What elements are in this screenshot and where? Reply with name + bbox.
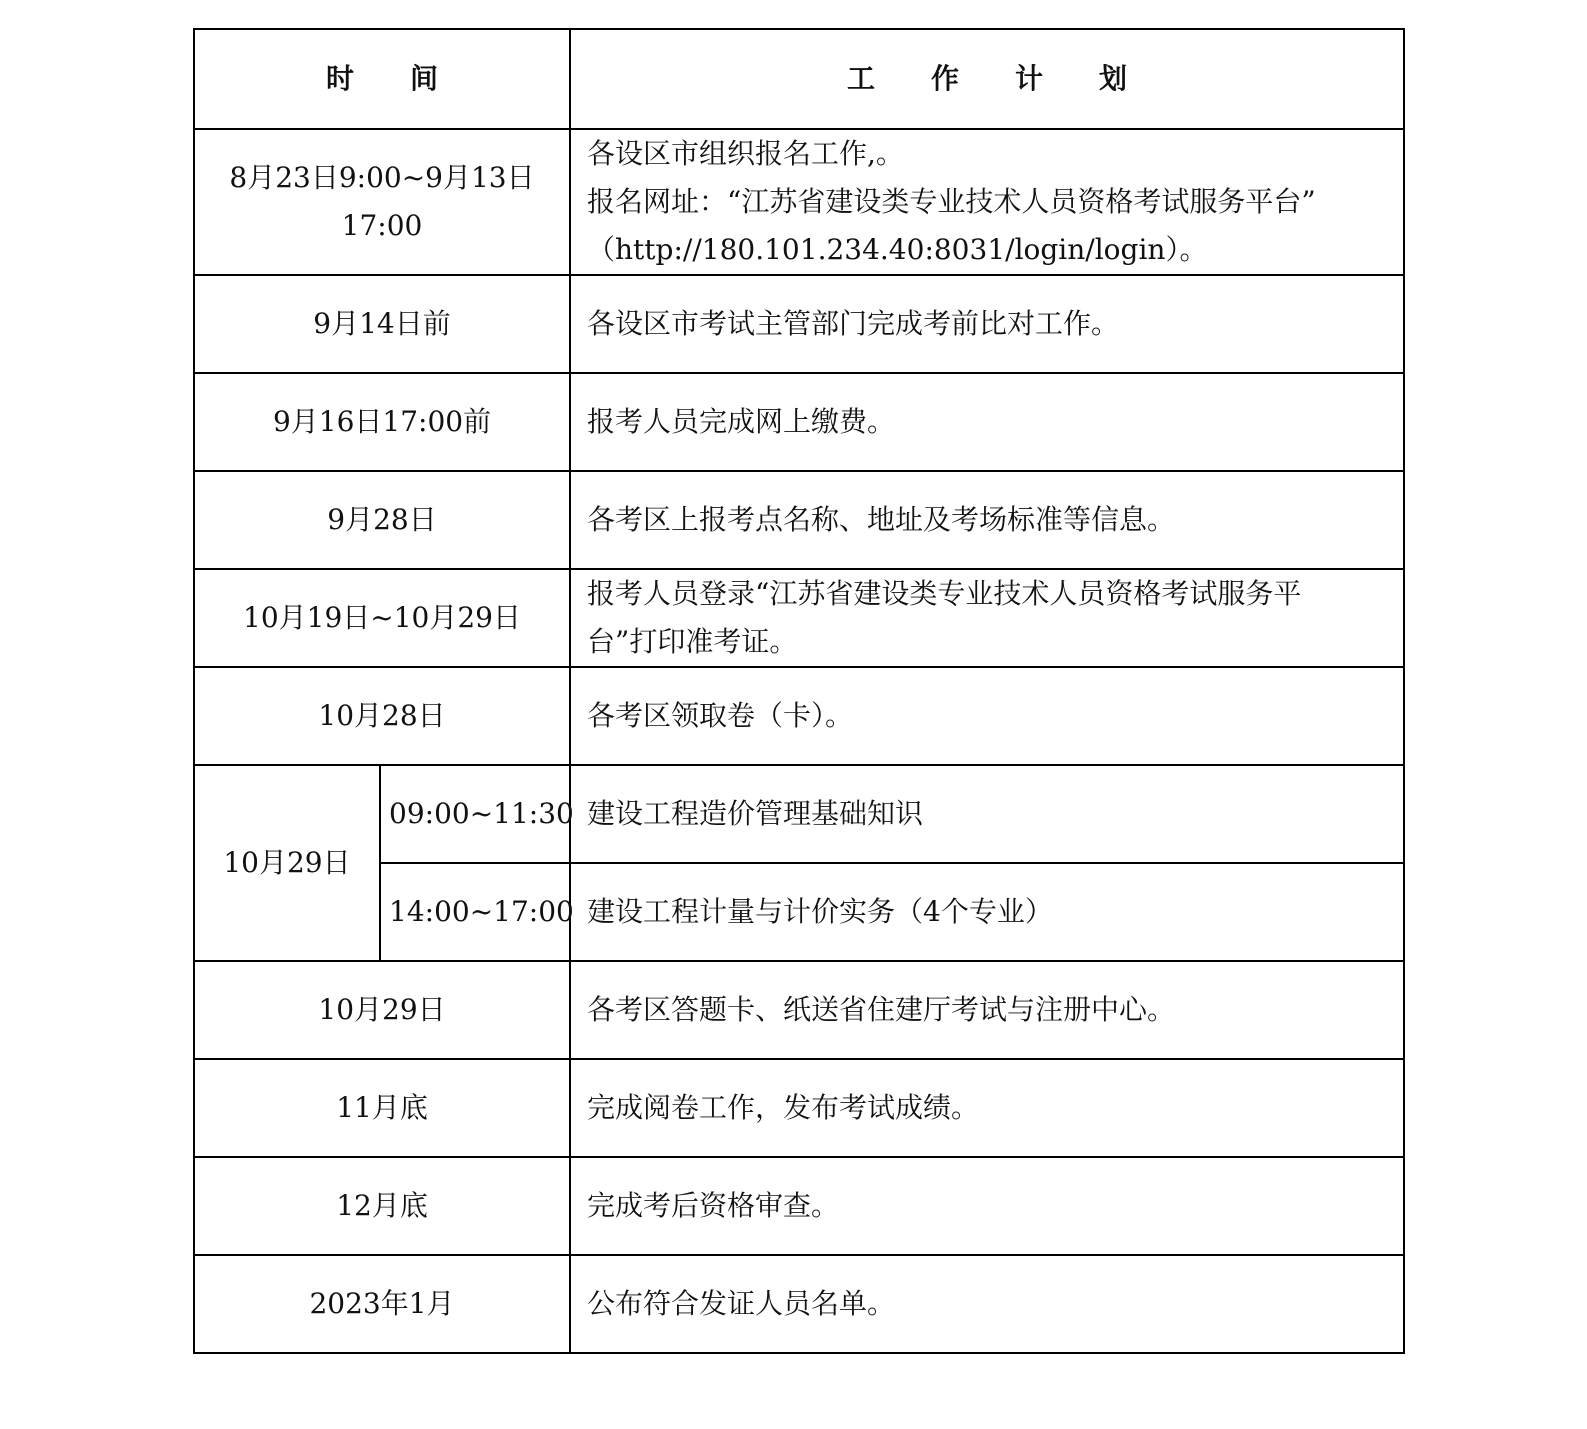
time-cell: 10月28日 <box>194 667 570 765</box>
plan-cell: 各考区领取卷（卡）。 <box>570 667 1404 765</box>
table-row <box>194 129 1404 275</box>
time-cell: 11月底 <box>194 1059 570 1157</box>
time-cell: 10月29日 <box>194 961 570 1059</box>
time-line: 8月23日9:00~9月13日 <box>229 161 535 194</box>
table-row <box>194 275 1404 373</box>
plan-cell: 建设工程计量与计价实务（4个专业） <box>570 863 1404 961</box>
table-header-row <box>194 29 1404 129</box>
table-row <box>194 765 1404 863</box>
table-row <box>194 1059 1404 1157</box>
time-cell: 10月29日 <box>194 765 380 961</box>
plan-cell: 完成考后资格审查。 <box>570 1157 1404 1255</box>
plan-cell: 建设工程造价管理基础知识 <box>570 765 1404 863</box>
session-slot: 14:00~17:00 <box>380 863 570 961</box>
table-row <box>194 961 1404 1059</box>
time-cell: 10月19日~10月29日 <box>194 569 570 667</box>
table-row <box>194 471 1404 569</box>
table-row <box>194 667 1404 765</box>
plan-line: 各设区市组织报名工作,。 <box>587 137 904 170</box>
table-row <box>194 373 1404 471</box>
header-plan: 工 作 计 划 <box>570 29 1404 129</box>
plan-cell: 完成阅卷工作，发布考试成绩。 <box>570 1059 1404 1157</box>
table-row <box>194 569 1404 667</box>
plan-cell: 各设区市考试主管部门完成考前比对工作。 <box>570 275 1404 373</box>
session-slot: 09:00~11:30 <box>380 765 570 863</box>
plan-cell: 各考区上报考点名称、地址及考场标准等信息。 <box>570 471 1404 569</box>
plan-cell: 报考人员完成网上缴费。 <box>570 373 1404 471</box>
table-row <box>194 1255 1404 1353</box>
time-cell: 9月16日17:00前 <box>194 373 570 471</box>
time-cell: 9月14日前 <box>194 275 570 373</box>
plan-line: （http://180.101.234.40:8031/login/login）。 <box>587 233 1208 266</box>
time-cell: 12月底 <box>194 1157 570 1255</box>
time-cell: 2023年1月 <box>194 1255 570 1353</box>
plan-cell <box>570 569 1404 667</box>
plan-line: 报名网址：“江苏省建设类专业技术人员资格考试服务平台” <box>587 185 1316 218</box>
plan-cell <box>570 129 1404 275</box>
time-cell <box>194 129 570 275</box>
header-time: 时 间 <box>194 29 570 129</box>
table-row <box>194 1157 1404 1255</box>
plan-line: 台”打印准考证。 <box>587 625 798 658</box>
plan-cell: 各考区答题卡、纸送省住建厅考试与注册中心。 <box>570 961 1404 1059</box>
exam-schedule-table <box>193 28 1405 1354</box>
time-cell: 9月28日 <box>194 471 570 569</box>
plan-cell: 公布符合发证人员名单。 <box>570 1255 1404 1353</box>
time-line: 17:00 <box>341 209 423 242</box>
plan-line: 报考人员登录“江苏省建设类专业技术人员资格考试服务平 <box>587 577 1302 610</box>
